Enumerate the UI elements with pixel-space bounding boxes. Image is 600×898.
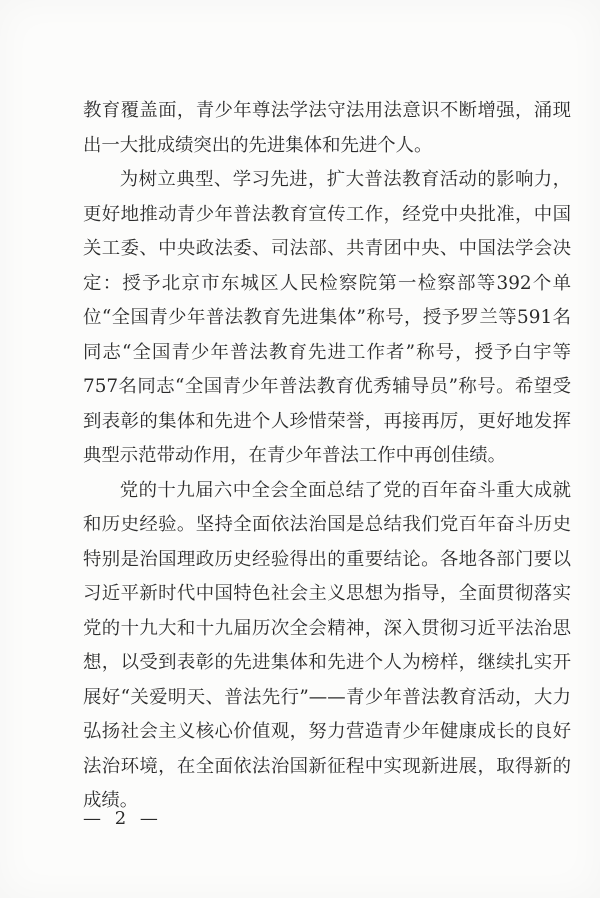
paragraph-call-to-action: 党的十九届六中全会全面总结了党的百年奋斗重大成就和历史经验。坚持全面依法治国是总结我们党百年奋斗历史特别是治国理政历史经验得出的重要结论。各地各部门要以习近平新时代中国特色社会主义思想为指导，全面贯彻落实党的十九大和十九届历次全会精神，深入贯彻习近平法治思想，以受到表彰的先进集体和先进个人为榜样，继续扎实开展好“关爱明天、普法先行”——青少年普法教育活动，大力弘扬社会主义核心价值观，努力营造青少年健康成长的良好法治环境，在全面依法治国新征程中实现新进展，取得新的成绩。 xyxy=(83,479,571,811)
body-text xyxy=(83,94,571,819)
paragraph-continuation: 教育覆盖面，青少年尊法学法守法用法意识不断增强，涌现出一大批成绩突出的先进集体和先进个人。 xyxy=(83,100,571,156)
paragraph-commendation-decision: 为树立典型、学习先进，扩大普法教育活动的影响力，更好地推动青少年普法教育宣传工作，经党中央批准，中国关工委、中央政法委、司法部、共青团中央、中国法学会决定：授予北京市东城区人民检察院第一检察部等392个单位“全国青少年普法教育先进集体”称号，授予罗兰等591名同志“全国青少年普法教育先进工作者”称号，授予白宇等757名同志“全国青少年普法教育优秀辅导员”称号。希望受到表彰的集体和先进个人珍惜荣誉，再接再厉，更好地发挥典型示范带动作用，在青少年普法工作中再创佳绩。 xyxy=(83,169,571,466)
page-number: — 2 — xyxy=(83,808,162,829)
